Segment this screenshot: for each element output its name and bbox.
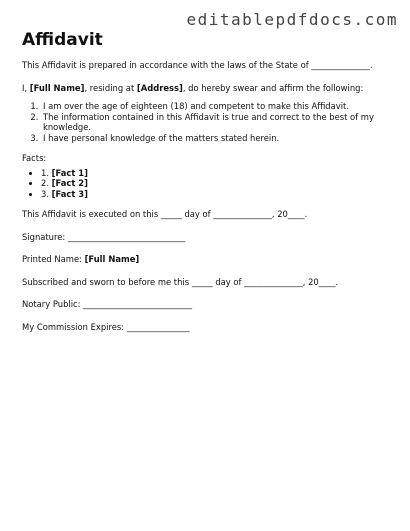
fact-number: 3. bbox=[41, 188, 52, 199]
fact-number: 2. bbox=[41, 178, 52, 188]
fact-item bbox=[41, 178, 392, 189]
fact-item bbox=[41, 168, 392, 179]
facts-list bbox=[22, 168, 392, 200]
fact-text: [Fact 3] bbox=[51, 188, 88, 199]
document-title: Affidavit bbox=[22, 30, 103, 50]
printed-name-value: [Full Name] bbox=[84, 254, 140, 264]
full-name-placeholder: [Full Name] bbox=[29, 82, 85, 93]
printed-name-label: Printed Name: bbox=[22, 254, 85, 264]
facts-label: Facts: bbox=[22, 153, 47, 163]
fact-item bbox=[41, 189, 392, 200]
statement-item: 1. I am over the age of eighteen (18) and competent to make this Affidavit. bbox=[41, 101, 392, 112]
oath-middle: , residing at bbox=[84, 82, 137, 93]
oath-prefix: I, bbox=[22, 82, 30, 93]
affidavit-document bbox=[22, 30, 392, 344]
fact-text: [Fact 2] bbox=[51, 178, 88, 188]
printed-name-line bbox=[22, 254, 392, 265]
commission-expires-line: My Commission Expires: _______________ bbox=[22, 321, 190, 332]
oath-suffix: , do hereby swear and affirm the following: bbox=[182, 82, 364, 93]
notary-public-line: Notary Public: __________________________ bbox=[22, 299, 193, 309]
address-placeholder: [Address] bbox=[136, 82, 183, 93]
fact-number: 1. bbox=[41, 167, 52, 178]
intro-paragraph: This Affidavit is prepared in accordance with the laws of the State of ______________. bbox=[22, 60, 373, 70]
signature-line: Signature: ____________________________ bbox=[22, 231, 186, 242]
statement-item: 3. I have personal knowledge of the matters stated herein. bbox=[41, 133, 392, 144]
statement-item: 2. The information contained in this Affidavit is true and correct to the best of my knowledge. bbox=[41, 112, 392, 133]
sworn-line: Subscribed and sworn to before me this _____ day of ______________, 20____. bbox=[22, 276, 339, 287]
oath-paragraph bbox=[22, 83, 392, 94]
fact-text: [Fact 1] bbox=[51, 167, 88, 178]
watermark: editablepdfdocs.com bbox=[186, 10, 398, 29]
execution-line: This Affidavit is executed on this _____ day of ______________, 20____. bbox=[22, 209, 308, 219]
statements-list bbox=[22, 101, 392, 143]
